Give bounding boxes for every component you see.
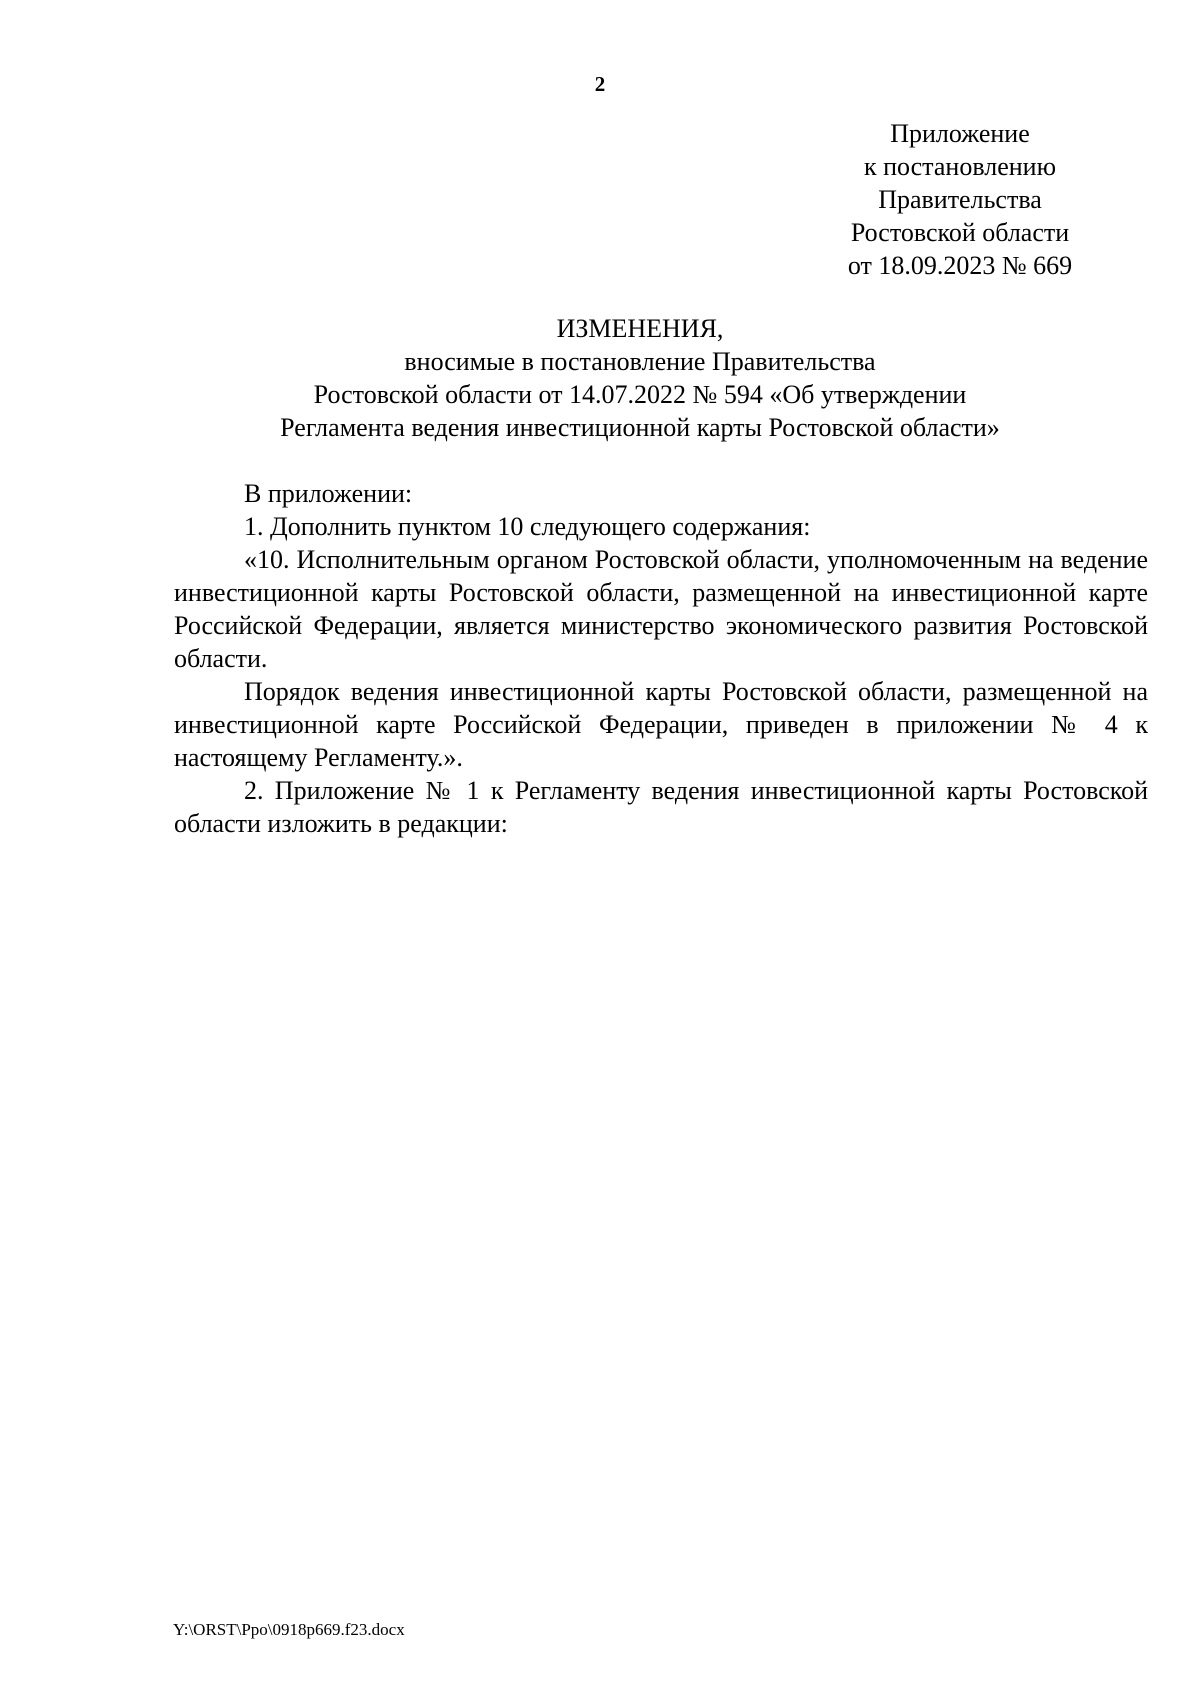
body-paragraph: 1. Дополнить пунктом 10 следующего содержания:: [244, 512, 811, 541]
appendix-line: к постановлению: [863, 152, 1057, 181]
body-paragraph: «10. Исполнительным органом Ростовской области, уполномоченным на ведение инвестиционной карты Ростовской области, размещенной на инвестиционной карте Российской Федерации, является министерство экономического развития Ростовской области.: [174, 545, 1148, 673]
appendix-date-number: от 18.09.2023 № 669: [847, 251, 1073, 280]
document-subtitle-line: Ростовской области от 14.07.2022 № 594 «Об утверждении: [313, 380, 967, 409]
document-subtitle-line: вносимые в постановление Правительства: [404, 347, 876, 376]
appendix-line: Правительства: [878, 185, 1042, 214]
document-subtitle-line: Регламента ведения инвестиционной карты Ростовской области»: [280, 413, 1000, 442]
appendix-block: [820, 117, 1100, 282]
document-heading: [160, 312, 1120, 444]
body-paragraph: В приложении:: [244, 479, 413, 508]
body-paragraph: Порядок ведения инвестиционной карты Ростовской области, размещенной на инвестиционной карте Российской Федерации, приведен в приложении № 4 к настоящему Регламенту.».: [174, 677, 1148, 772]
body-paragraph: 2. Приложение № 1 к Регламенту ведения инвестиционной карты Ростовской области изложить в редакции:: [174, 776, 1148, 838]
appendix-line: Ростовской области: [850, 218, 1070, 247]
document-title: ИЗМЕНЕНИЯ,: [556, 314, 724, 343]
page-number: 2: [594, 72, 606, 96]
footer-file-path: Y:\ORST\Ppo\0918p669.f23.docx: [173, 1620, 405, 1639]
document-body: [174, 477, 1148, 840]
appendix-line: Приложение: [890, 119, 1030, 148]
